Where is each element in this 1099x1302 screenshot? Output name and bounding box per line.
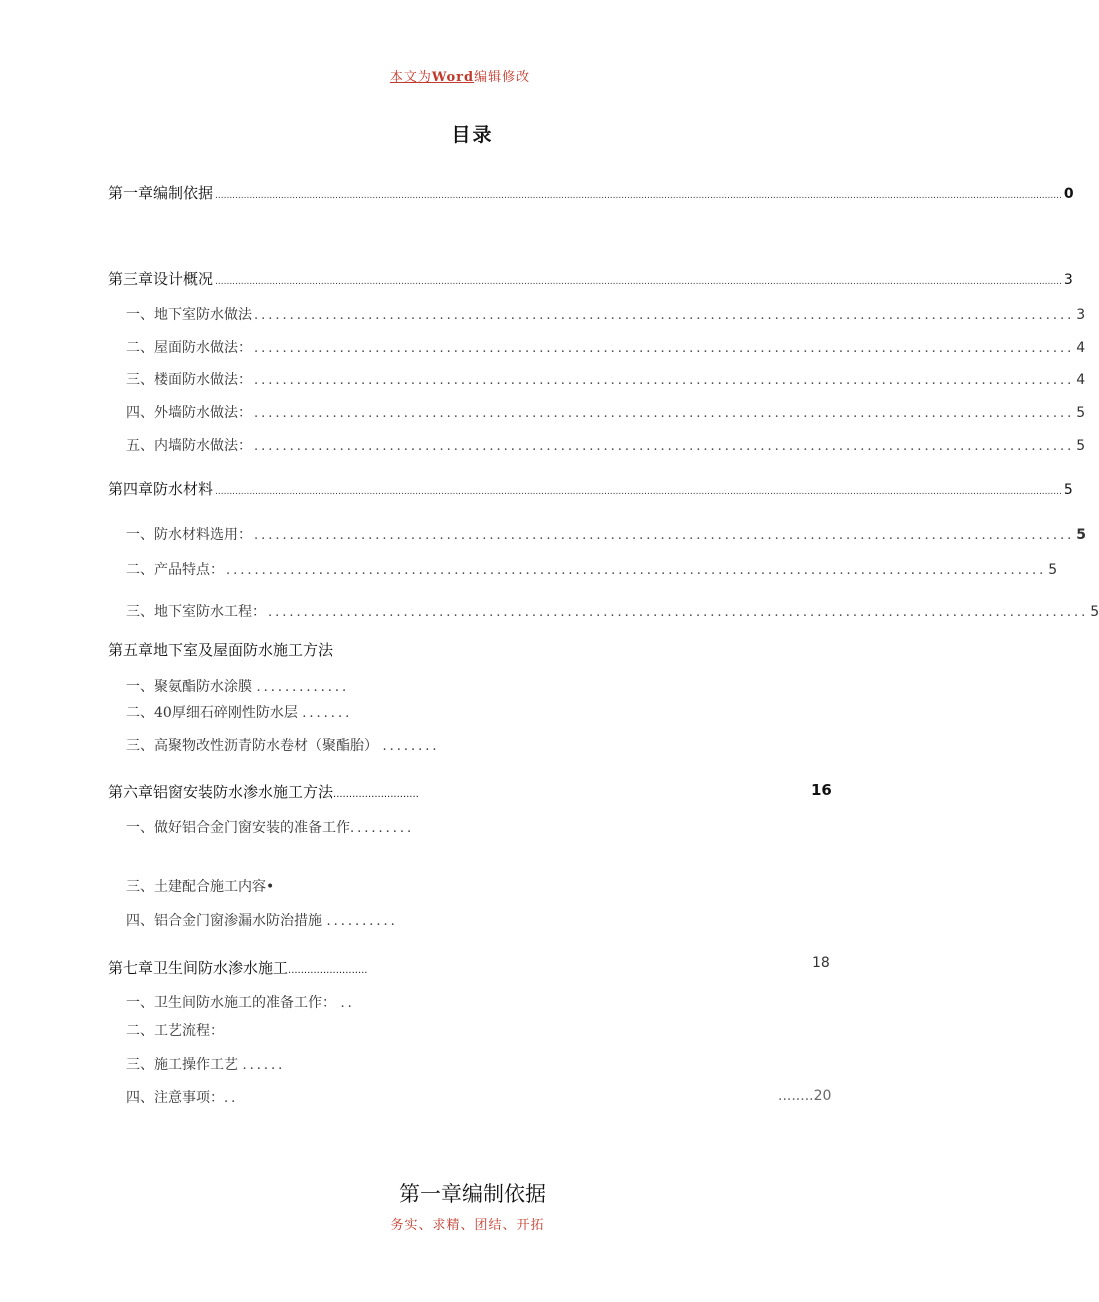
toc-section[interactable] xyxy=(126,1020,224,1040)
toc-section[interactable] xyxy=(126,559,1058,579)
toc-page-number: 5 xyxy=(1048,562,1058,578)
toc-leader-dots: .. xyxy=(224,1091,239,1106)
toc-page-number: 3 xyxy=(1063,272,1073,288)
toc-section-label: 三、楼面防水做法： xyxy=(126,372,252,388)
toc-leader-dots: ................................................................................................................... xyxy=(254,439,1075,454)
toc-page-number: 4 xyxy=(1076,340,1086,356)
toc-page-number: 5 xyxy=(1076,438,1086,454)
toc-page-number: 20 xyxy=(813,1088,832,1104)
toc-section[interactable] xyxy=(126,1054,285,1074)
toc-leader-dots: ........ xyxy=(778,1088,814,1104)
toc-section-label: 二、工艺流程： xyxy=(126,1023,224,1039)
toc-chapter-3[interactable] xyxy=(108,268,1073,289)
toc-section[interactable] xyxy=(126,524,1086,544)
toc-page-ref xyxy=(778,1088,831,1104)
toc-section-label: 三、土建配合施工内容• xyxy=(126,879,275,895)
toc-leader-dots: ........................................................................................................................................................................................................................................................................................................ xyxy=(215,487,1062,497)
toc-section[interactable] xyxy=(126,735,440,755)
toc-section-label: 一、卫生间防水施工的准备工作： xyxy=(126,995,336,1011)
toc-section-label: 一、聚氨酯防水涂膜 xyxy=(126,679,252,695)
toc-leader-dots: ........ xyxy=(382,739,440,754)
toc-page-number: 4 xyxy=(1076,372,1086,388)
toc-page-number: 18 xyxy=(812,955,830,971)
toc-section-label: 二、40厚细石碎刚性防水层 xyxy=(126,705,298,721)
toc-chapter-label: 第一章编制依据 xyxy=(108,184,214,202)
toc-leader-dots: ................................................................................................................... xyxy=(226,563,1047,578)
toc-leader-dots: ....... xyxy=(302,706,353,721)
toc-chapter-4[interactable] xyxy=(108,478,1073,499)
toc-section-label: 三、高聚物改性沥青防水卷材（聚酯胎） xyxy=(126,738,378,754)
toc-chapter-label: 第七章卫生间防水渗水施工 xyxy=(108,959,289,977)
toc-leader-dots: ............. xyxy=(256,680,350,695)
toc-page-number: 5 xyxy=(1063,482,1073,498)
toc-leader-dots: .. xyxy=(340,996,355,1011)
toc-section-label: 四、铝合金门窗渗漏水防治措施 xyxy=(126,913,322,929)
toc-section[interactable] xyxy=(126,337,1086,357)
toc-leader-dots: ................................................................................................................... xyxy=(254,373,1075,388)
header-prefix: 本文为 xyxy=(389,70,432,85)
toc-leader-dots: ................................................................................................................... xyxy=(254,308,1075,323)
toc-leader-dots: ........................................................................................................................................................................................................................................................................................................ xyxy=(215,277,1062,287)
toc-chapter-label: 第三章设计概况 xyxy=(108,270,214,288)
header-word: Word xyxy=(431,70,475,85)
toc-leader-dots: ......... xyxy=(350,821,415,836)
toc-leader-dots: ................................................................................................................... xyxy=(254,528,1075,543)
toc-page-number: 0 xyxy=(1063,186,1074,202)
footer-note: 务实、求精、团结、开拓 xyxy=(390,1218,545,1233)
toc-chapter-6[interactable] xyxy=(108,781,419,802)
toc-section-label: 一、防水材料选用： xyxy=(126,527,252,543)
toc-section[interactable] xyxy=(126,435,1086,455)
toc-leader-dots: .......... xyxy=(326,914,398,929)
toc-leader-dots: ................................................................................................................... xyxy=(268,605,1089,620)
toc-leader-dots: ...... xyxy=(242,1058,286,1073)
toc-page-number: 5 xyxy=(1076,527,1086,543)
toc-section-label: 四、注意事项： xyxy=(126,1090,224,1106)
toc-leader-dots: ................................................................................................................... xyxy=(254,341,1075,356)
toc-section[interactable] xyxy=(126,369,1086,389)
toc-page-number: 16 xyxy=(811,781,832,799)
toc-section[interactable] xyxy=(126,1087,238,1107)
toc-page-number: 5 xyxy=(1090,604,1099,620)
toc-section-label: 四、外墙防水做法： xyxy=(126,405,252,421)
toc-section[interactable] xyxy=(126,876,274,896)
toc-title: 目录 xyxy=(451,124,494,146)
toc-section[interactable] xyxy=(126,817,414,837)
toc-chapter-label: 第六章铝窗安装防水渗水施工方法 xyxy=(108,783,334,801)
toc-leader-dots: ................................................................................................................... xyxy=(254,406,1075,421)
toc-leader-dots: ........................................................................................................................................................................................................................................................................................................ xyxy=(215,191,1062,201)
toc-chapter-1[interactable] xyxy=(108,182,1074,203)
toc-section-label: 三、地下室防水工程： xyxy=(126,604,266,620)
toc-section[interactable] xyxy=(126,601,1099,621)
toc-section-label: 二、产品特点： xyxy=(126,562,224,578)
toc-leader-dots: ......................... xyxy=(288,965,368,976)
toc-section[interactable] xyxy=(126,676,349,696)
toc-leader-dots: ........................... xyxy=(333,789,419,800)
toc-section-label: 一、地下室防水做法 xyxy=(126,307,252,323)
toc-chapter-7[interactable] xyxy=(108,957,367,978)
toc-section-label: 二、屋面防水做法： xyxy=(126,340,252,356)
header-note xyxy=(0,66,920,85)
header-suffix: 编辑修改 xyxy=(474,70,531,85)
toc-chapter-5[interactable]: 第五章地下室及屋面防水施工方法 xyxy=(108,641,334,659)
toc-section[interactable] xyxy=(126,992,355,1012)
toc-section-label: 五、内墙防水做法： xyxy=(126,438,252,454)
toc-section[interactable] xyxy=(126,402,1086,422)
toc-section-label: 一、做好铝合金门窗安装的准备工作 xyxy=(126,820,350,836)
chapter-heading: 第一章编制依据 xyxy=(399,1182,546,1206)
toc-section[interactable] xyxy=(126,702,352,722)
toc-chapter-label: 第四章防水材料 xyxy=(108,480,214,498)
toc-page-number: 3 xyxy=(1076,307,1086,323)
toc-page-number: 5 xyxy=(1076,405,1086,421)
toc-section-label: 三、施工操作工艺 xyxy=(126,1057,238,1073)
toc-section[interactable] xyxy=(126,304,1086,324)
toc-section[interactable] xyxy=(126,910,398,930)
